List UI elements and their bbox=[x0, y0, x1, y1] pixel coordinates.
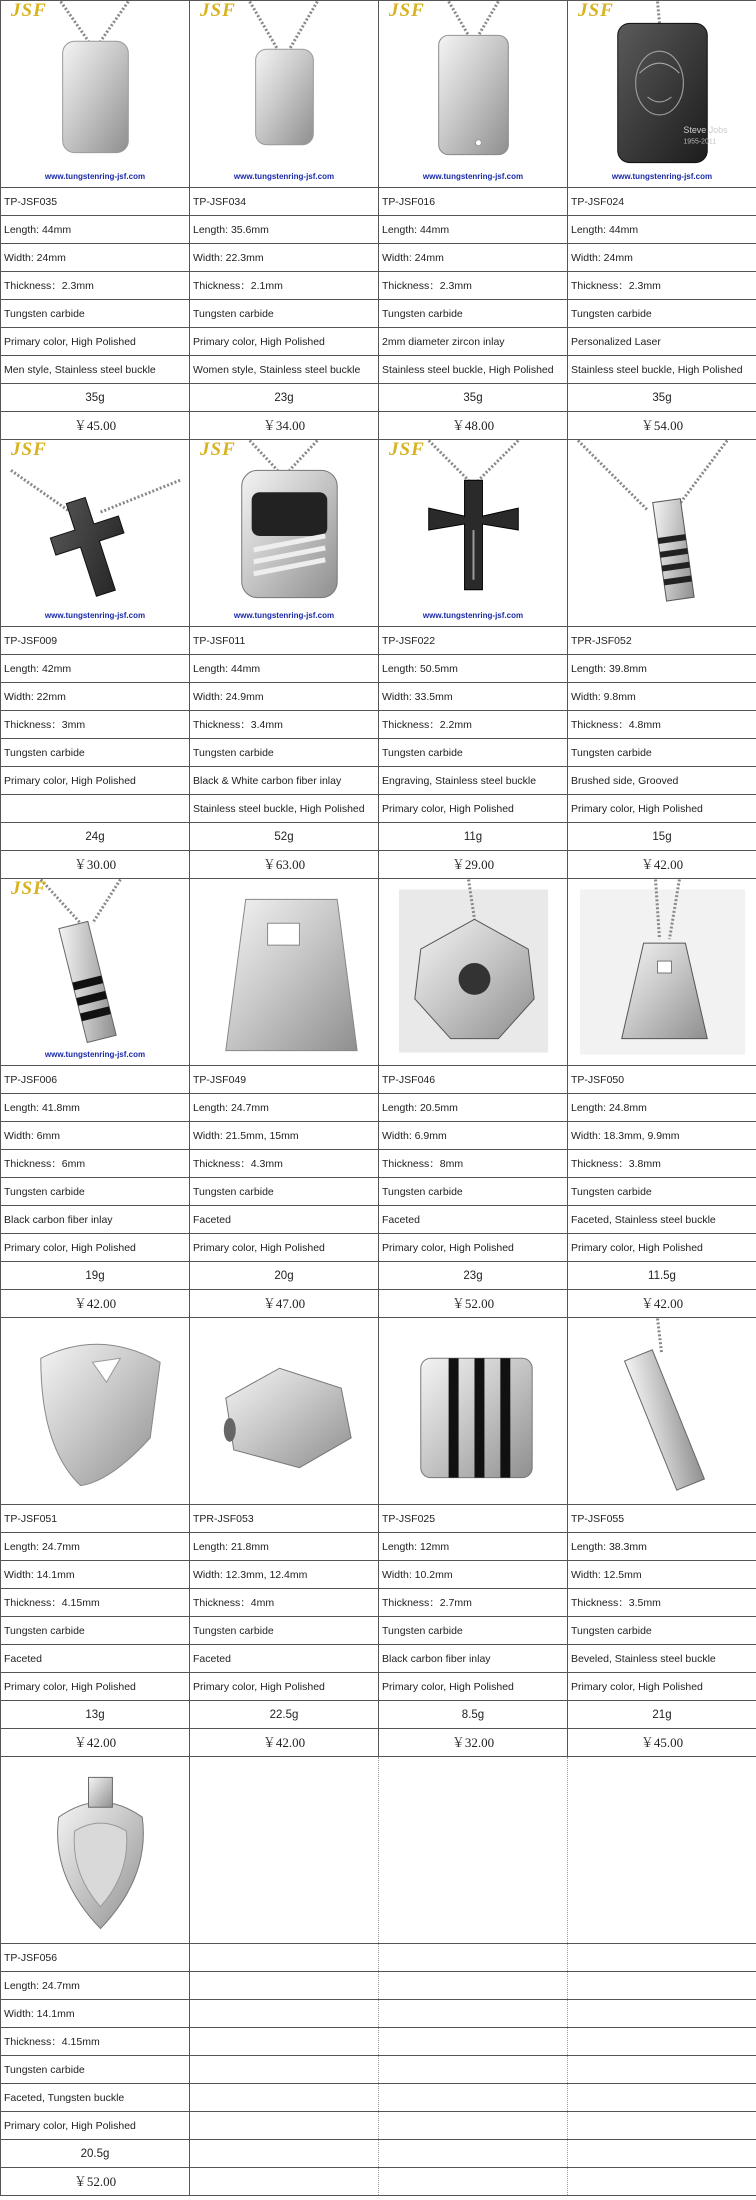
faceted-nugget-pendant-icon bbox=[190, 1318, 378, 1504]
jsf-logo: JSF bbox=[11, 0, 47, 21]
price-label-row bbox=[1, 2168, 756, 2196]
width-spec: Width: 12.3mm, 12.4mm bbox=[190, 1561, 379, 1589]
empty-cell bbox=[568, 2112, 756, 2140]
weight-label: 11g bbox=[379, 823, 568, 851]
feature-spec: Primary color, High Polished bbox=[568, 1673, 756, 1701]
empty-cell bbox=[190, 2168, 379, 2196]
material-spec-row bbox=[1, 1178, 756, 1206]
model-label-row bbox=[1, 1066, 756, 1094]
width-spec: Width: 6mm bbox=[1, 1122, 190, 1150]
product-image-cell bbox=[1, 1, 190, 188]
model-label: TP-JSF056 bbox=[1, 1944, 190, 1972]
empty-cell bbox=[379, 1944, 568, 1972]
grooved-bar-pendant-icon bbox=[568, 440, 756, 626]
width-spec: Width: 14.1mm bbox=[1, 1561, 190, 1589]
width-spec-row bbox=[1, 1122, 756, 1150]
price-label: ￥48.00 bbox=[379, 412, 568, 440]
dog-tag-pendant-icon bbox=[190, 1, 378, 187]
length-spec: Length: 39.8mm bbox=[568, 655, 756, 683]
width-spec: Width: 21.5mm, 15mm bbox=[190, 1122, 379, 1150]
material-spec: Tungsten carbide bbox=[568, 739, 756, 767]
empty-cell bbox=[379, 2168, 568, 2196]
material-spec: Tungsten carbide bbox=[1, 300, 190, 328]
dog-tag-pendant-icon bbox=[1, 1, 189, 187]
price-label: ￥30.00 bbox=[1, 851, 190, 879]
feature-spec: Primary color, High Polished bbox=[379, 1673, 568, 1701]
material-spec: Tungsten carbide bbox=[1, 1178, 190, 1206]
empty-cell bbox=[379, 1972, 568, 2000]
model-label: TP-JSF009 bbox=[1, 627, 190, 655]
model-label: TP-JSF055 bbox=[568, 1505, 756, 1533]
width-spec: Width: 24mm bbox=[568, 244, 756, 272]
jsf-logo: JSF bbox=[389, 0, 425, 21]
feature-spec: Primary color, High Polished bbox=[379, 795, 568, 823]
model-label: TPR-JSF053 bbox=[190, 1505, 379, 1533]
faceted-pendant-on-chain-icon bbox=[568, 879, 756, 1065]
website-url: www.tungstenring-jsf.com bbox=[44, 611, 146, 620]
product-image-cell bbox=[1, 1318, 190, 1505]
material-spec: Tungsten carbide bbox=[190, 300, 379, 328]
cross-pendant-icon bbox=[1, 440, 189, 626]
price-label: ￥34.00 bbox=[190, 412, 379, 440]
width-spec: Width: 9.8mm bbox=[568, 683, 756, 711]
length-spec: Length: 35.6mm bbox=[190, 216, 379, 244]
engraved-name: Steve Jobs bbox=[683, 124, 728, 135]
feature-spec: Faceted bbox=[1, 1645, 190, 1673]
jsf-logo: JSF bbox=[11, 439, 47, 460]
thickness-spec: Thickness：3.4mm bbox=[190, 711, 379, 739]
feature-spec-row bbox=[1, 2112, 756, 2140]
width-spec: Width: 10.2mm bbox=[379, 1561, 568, 1589]
width-spec: Width: 24mm bbox=[379, 244, 568, 272]
striped-cylinder-pendant-icon bbox=[379, 1318, 567, 1504]
length-spec-row bbox=[1, 1094, 756, 1122]
material-spec: Tungsten carbide bbox=[568, 1617, 756, 1645]
feature-spec: Beveled, Stainless steel buckle bbox=[568, 1645, 756, 1673]
feature-spec-row bbox=[1, 328, 756, 356]
empty-cell bbox=[379, 2056, 568, 2084]
weight-label: 8.5g bbox=[379, 1701, 568, 1729]
thickness-spec: Thickness：3mm bbox=[1, 711, 190, 739]
weight-label: 24g bbox=[1, 823, 190, 851]
thickness-spec: Thickness：3.8mm bbox=[568, 1150, 756, 1178]
feature-spec: Faceted, Stainless steel buckle bbox=[568, 1206, 756, 1234]
width-spec-row bbox=[1, 683, 756, 711]
feature-spec: Black carbon fiber inlay bbox=[379, 1645, 568, 1673]
weight-label: 35g bbox=[1, 384, 190, 412]
material-spec: Tungsten carbide bbox=[190, 739, 379, 767]
weight-label: 35g bbox=[568, 384, 756, 412]
beveled-bar-pendant-icon bbox=[568, 1318, 756, 1504]
width-spec: Width: 24mm bbox=[1, 244, 190, 272]
feature-spec: Stainless steel buckle, High Polished bbox=[190, 795, 379, 823]
feature-spec: Faceted bbox=[190, 1206, 379, 1234]
product-image-cell bbox=[379, 1318, 568, 1505]
empty-cell bbox=[379, 2112, 568, 2140]
model-label: TP-JSF016 bbox=[379, 188, 568, 216]
jsf-logo: JSF bbox=[200, 0, 236, 21]
shield-pendant-icon bbox=[1, 1318, 189, 1504]
product-image-cell bbox=[190, 1, 379, 188]
feature-spec: Faceted bbox=[379, 1206, 568, 1234]
website-url: www.tungstenring-jsf.com bbox=[233, 172, 335, 181]
weight-label-row bbox=[1, 823, 756, 851]
feature-spec: Primary color, High Polished bbox=[1, 2112, 190, 2140]
model-label: TP-JSF022 bbox=[379, 627, 568, 655]
length-spec: Length: 24.7mm bbox=[1, 1972, 190, 2000]
price-label: ￥45.00 bbox=[1, 412, 190, 440]
website-url: www.tungstenring-jsf.com bbox=[44, 1050, 146, 1059]
weight-label: 22.5g bbox=[190, 1701, 379, 1729]
length-spec: Length: 50.5mm bbox=[379, 655, 568, 683]
price-label: ￥42.00 bbox=[568, 851, 756, 879]
empty-cell bbox=[190, 1972, 379, 2000]
material-spec-row bbox=[1, 2056, 756, 2084]
length-spec: Length: 44mm bbox=[1, 216, 190, 244]
thickness-spec: Thickness：4.15mm bbox=[1, 1589, 190, 1617]
model-label: TP-JSF011 bbox=[190, 627, 379, 655]
model-label: TP-JSF034 bbox=[190, 188, 379, 216]
empty-cell bbox=[190, 2056, 379, 2084]
thickness-spec-row bbox=[1, 1589, 756, 1617]
material-spec-row bbox=[1, 739, 756, 767]
jsf-logo: JSF bbox=[389, 439, 425, 460]
weight-label: 20g bbox=[190, 1262, 379, 1290]
carbon-fiber-dog-tag-icon bbox=[190, 440, 378, 626]
price-label-row bbox=[1, 412, 756, 440]
feature-spec: Stainless steel buckle, High Polished bbox=[379, 356, 568, 384]
material-spec: Tungsten carbide bbox=[379, 300, 568, 328]
product-image-cell bbox=[379, 879, 568, 1066]
black-cross-pendant-icon bbox=[379, 440, 567, 626]
feature-spec: Women style, Stainless steel buckle bbox=[190, 356, 379, 384]
weight-label: 11.5g bbox=[568, 1262, 756, 1290]
thickness-spec-row bbox=[1, 2028, 756, 2056]
product-image-cell bbox=[568, 1318, 756, 1505]
feature-spec: Engraving, Stainless steel buckle bbox=[379, 767, 568, 795]
empty-cell bbox=[568, 1972, 756, 2000]
jsf-logo: JSF bbox=[200, 439, 236, 460]
striped-bar-pendant-icon bbox=[1, 879, 189, 1065]
width-spec: Width: 14.1mm bbox=[1, 2000, 190, 2028]
thickness-spec: Thickness：4.3mm bbox=[190, 1150, 379, 1178]
product-image-cell bbox=[568, 879, 756, 1066]
width-spec: Width: 33.5mm bbox=[379, 683, 568, 711]
feature-spec: Faceted bbox=[190, 1645, 379, 1673]
length-spec: Length: 12mm bbox=[379, 1533, 568, 1561]
empty-cell bbox=[379, 1757, 568, 1944]
model-label: TP-JSF051 bbox=[1, 1505, 190, 1533]
feature-spec-row bbox=[1, 767, 756, 795]
width-spec: Width: 24.9mm bbox=[190, 683, 379, 711]
material-spec-row bbox=[1, 300, 756, 328]
model-label-row bbox=[1, 1505, 756, 1533]
price-label: ￥63.00 bbox=[190, 851, 379, 879]
model-label: TP-JSF006 bbox=[1, 1066, 190, 1094]
length-spec: Length: 44mm bbox=[190, 655, 379, 683]
feature-spec: Men style, Stainless steel buckle bbox=[1, 356, 190, 384]
price-label: ￥47.00 bbox=[190, 1290, 379, 1318]
feature-spec: Primary color, High Polished bbox=[190, 1673, 379, 1701]
empty-cell bbox=[190, 1944, 379, 1972]
weight-label: 35g bbox=[379, 384, 568, 412]
feature-spec: Faceted, Tungsten buckle bbox=[1, 2084, 190, 2112]
weight-label-row bbox=[1, 1262, 756, 1290]
width-spec-row bbox=[1, 1561, 756, 1589]
model-label-row bbox=[1, 1944, 756, 1972]
leaf-pendant-icon bbox=[1, 1757, 189, 1943]
feature-spec-row bbox=[1, 356, 756, 384]
material-spec: Tungsten carbide bbox=[379, 1617, 568, 1645]
zircon-dog-tag-icon bbox=[379, 1, 567, 187]
product-image-cell bbox=[190, 440, 379, 627]
empty-cell bbox=[568, 2056, 756, 2084]
width-spec: Width: 12.5mm bbox=[568, 1561, 756, 1589]
length-spec: Length: 24.8mm bbox=[568, 1094, 756, 1122]
width-spec-row bbox=[1, 2000, 756, 2028]
price-label-row bbox=[1, 1729, 756, 1757]
weight-label: 20.5g bbox=[1, 2140, 190, 2168]
weight-label: 15g bbox=[568, 823, 756, 851]
feature-spec: Black carbon fiber inlay bbox=[1, 1206, 190, 1234]
faceted-trapezoid-pendant-icon bbox=[190, 879, 378, 1065]
thickness-spec: Thickness：3.5mm bbox=[568, 1589, 756, 1617]
material-spec: Tungsten carbide bbox=[190, 1178, 379, 1206]
weight-label-row bbox=[1, 2140, 756, 2168]
weight-label: 13g bbox=[1, 1701, 190, 1729]
length-spec-row bbox=[1, 1972, 756, 2000]
model-label: TP-JSF035 bbox=[1, 188, 190, 216]
feature-spec: Primary color, High Polished bbox=[379, 1234, 568, 1262]
empty-cell bbox=[190, 2084, 379, 2112]
feature-spec-row bbox=[1, 1206, 756, 1234]
weight-label-row bbox=[1, 1701, 756, 1729]
empty-cell bbox=[190, 2112, 379, 2140]
feature-spec: Personalized Laser bbox=[568, 328, 756, 356]
empty-cell bbox=[568, 2028, 756, 2056]
feature-spec-row bbox=[1, 1673, 756, 1701]
website-url: www.tungstenring-jsf.com bbox=[44, 172, 146, 181]
feature-spec: Primary color, High Polished bbox=[1, 328, 190, 356]
feature-spec-row bbox=[1, 1645, 756, 1673]
product-image-cell bbox=[1, 879, 190, 1066]
thickness-spec: Thickness：4mm bbox=[190, 1589, 379, 1617]
feature-spec-row bbox=[1, 795, 756, 823]
length-spec: Length: 41.8mm bbox=[1, 1094, 190, 1122]
model-label: TP-JSF046 bbox=[379, 1066, 568, 1094]
product-image-cell bbox=[379, 1, 568, 188]
length-spec: Length: 42mm bbox=[1, 655, 190, 683]
empty-cell bbox=[190, 2140, 379, 2168]
price-label: ￥45.00 bbox=[568, 1729, 756, 1757]
empty-cell bbox=[379, 2140, 568, 2168]
width-spec: Width: 18.3mm, 9.9mm bbox=[568, 1122, 756, 1150]
price-label: ￥42.00 bbox=[190, 1729, 379, 1757]
feature-spec: 2mm diameter zircon inlay bbox=[379, 328, 568, 356]
thickness-spec: Thickness：6mm bbox=[1, 1150, 190, 1178]
model-label: TP-JSF024 bbox=[568, 188, 756, 216]
website-url: www.tungstenring-jsf.com bbox=[422, 611, 524, 620]
faceted-round-pendant-icon bbox=[379, 879, 567, 1065]
length-spec: Length: 24.7mm bbox=[1, 1533, 190, 1561]
material-spec: Tungsten carbide bbox=[1, 1617, 190, 1645]
price-label: ￥42.00 bbox=[1, 1290, 190, 1318]
feature-spec-row bbox=[1, 1234, 756, 1262]
feature-spec bbox=[1, 795, 190, 823]
thickness-spec: Thickness：8mm bbox=[379, 1150, 568, 1178]
price-label: ￥52.00 bbox=[379, 1290, 568, 1318]
price-label: ￥32.00 bbox=[379, 1729, 568, 1757]
product-image-cell bbox=[568, 440, 756, 627]
width-spec: Width: 22.3mm bbox=[190, 244, 379, 272]
thickness-spec-row bbox=[1, 711, 756, 739]
feature-spec: Primary color, High Polished bbox=[568, 795, 756, 823]
jsf-logo: JSF bbox=[578, 0, 614, 21]
price-label-row bbox=[1, 851, 756, 879]
thickness-spec: Thickness：2.2mm bbox=[379, 711, 568, 739]
length-spec-row bbox=[1, 1533, 756, 1561]
thickness-spec: Thickness：4.15mm bbox=[1, 2028, 190, 2056]
material-spec: Tungsten carbide bbox=[568, 300, 756, 328]
product-image-cell bbox=[190, 1318, 379, 1505]
width-spec-row bbox=[1, 244, 756, 272]
material-spec: Tungsten carbide bbox=[379, 1178, 568, 1206]
feature-spec: Primary color, High Polished bbox=[568, 1234, 756, 1262]
length-spec: Length: 20.5mm bbox=[379, 1094, 568, 1122]
length-spec: Length: 38.3mm bbox=[568, 1533, 756, 1561]
thickness-spec: Thickness：2.7mm bbox=[379, 1589, 568, 1617]
empty-cell bbox=[568, 2140, 756, 2168]
thickness-spec-row bbox=[1, 272, 756, 300]
empty-cell bbox=[568, 1944, 756, 1972]
weight-label-row bbox=[1, 384, 756, 412]
empty-cell bbox=[190, 2028, 379, 2056]
empty-cell bbox=[379, 2000, 568, 2028]
feature-spec: Primary color, High Polished bbox=[1, 1673, 190, 1701]
length-spec: Length: 24.7mm bbox=[190, 1094, 379, 1122]
thickness-spec: Thickness：2.1mm bbox=[190, 272, 379, 300]
feature-spec: Primary color, High Polished bbox=[190, 328, 379, 356]
website-url: www.tungstenring-jsf.com bbox=[422, 172, 524, 181]
feature-spec: Primary color, High Polished bbox=[190, 1234, 379, 1262]
material-spec: Tungsten carbide bbox=[1, 739, 190, 767]
weight-label: 21g bbox=[568, 1701, 756, 1729]
product-image-cell bbox=[1, 1757, 190, 1944]
length-spec-row bbox=[1, 216, 756, 244]
material-spec: Tungsten carbide bbox=[1, 2056, 190, 2084]
model-label-row bbox=[1, 188, 756, 216]
price-label: ￥29.00 bbox=[379, 851, 568, 879]
jsf-logo: JSF bbox=[11, 878, 47, 899]
empty-cell bbox=[568, 1757, 756, 1944]
model-label: TP-JSF049 bbox=[190, 1066, 379, 1094]
engraved-dates: 1955-2011 bbox=[683, 138, 717, 146]
material-spec: Tungsten carbide bbox=[379, 739, 568, 767]
length-spec: Length: 44mm bbox=[379, 216, 568, 244]
thickness-spec-row bbox=[1, 1150, 756, 1178]
price-label: ￥52.00 bbox=[1, 2168, 190, 2196]
width-spec: Width: 6.9mm bbox=[379, 1122, 568, 1150]
product-image-cell bbox=[379, 440, 568, 627]
product-image-cell bbox=[190, 879, 379, 1066]
material-spec: Tungsten carbide bbox=[568, 1178, 756, 1206]
website-url: www.tungstenring-jsf.com bbox=[611, 172, 713, 181]
thickness-spec: Thickness：4.8mm bbox=[568, 711, 756, 739]
product-image-row bbox=[1, 440, 756, 627]
length-spec: Length: 44mm bbox=[568, 216, 756, 244]
material-spec-row bbox=[1, 1617, 756, 1645]
width-spec: Width: 22mm bbox=[1, 683, 190, 711]
product-image-row bbox=[1, 1757, 756, 1944]
feature-spec: Brushed side, Grooved bbox=[568, 767, 756, 795]
weight-label: 23g bbox=[379, 1262, 568, 1290]
length-spec: Length: 21.8mm bbox=[190, 1533, 379, 1561]
product-image-cell bbox=[568, 1, 756, 188]
model-label: TP-JSF050 bbox=[568, 1066, 756, 1094]
thickness-spec: Thickness：2.3mm bbox=[379, 272, 568, 300]
feature-spec: Black & White carbon fiber inlay bbox=[190, 767, 379, 795]
price-label-row bbox=[1, 1290, 756, 1318]
material-spec: Tungsten carbide bbox=[190, 1617, 379, 1645]
website-url: www.tungstenring-jsf.com bbox=[233, 611, 335, 620]
model-label-row bbox=[1, 627, 756, 655]
weight-label: 52g bbox=[190, 823, 379, 851]
model-label: TP-JSF025 bbox=[379, 1505, 568, 1533]
price-label: ￥42.00 bbox=[1, 1729, 190, 1757]
empty-cell bbox=[379, 2028, 568, 2056]
price-label: ￥54.00 bbox=[568, 412, 756, 440]
thickness-spec: Thickness：2.3mm bbox=[1, 272, 190, 300]
length-spec-row bbox=[1, 655, 756, 683]
feature-spec: Primary color, High Polished bbox=[1, 1234, 190, 1262]
product-image-row bbox=[1, 1, 756, 188]
feature-spec: Primary color, High Polished bbox=[1, 767, 190, 795]
thickness-spec: Thickness：2.3mm bbox=[568, 272, 756, 300]
empty-cell bbox=[568, 2084, 756, 2112]
empty-cell bbox=[568, 2000, 756, 2028]
empty-cell bbox=[190, 1757, 379, 1944]
feature-spec-row bbox=[1, 2084, 756, 2112]
model-label: TPR-JSF052 bbox=[568, 627, 756, 655]
empty-cell bbox=[568, 2168, 756, 2196]
empty-cell bbox=[190, 2000, 379, 2028]
weight-label: 19g bbox=[1, 1262, 190, 1290]
laser-engraved-dog-tag-icon bbox=[568, 1, 756, 187]
price-label: ￥42.00 bbox=[568, 1290, 756, 1318]
feature-spec: Stainless steel buckle, High Polished bbox=[568, 356, 756, 384]
product-image-cell bbox=[1, 440, 190, 627]
weight-label: 23g bbox=[190, 384, 379, 412]
empty-cell bbox=[379, 2084, 568, 2112]
product-image-row bbox=[1, 879, 756, 1066]
product-image-row bbox=[1, 1318, 756, 1505]
